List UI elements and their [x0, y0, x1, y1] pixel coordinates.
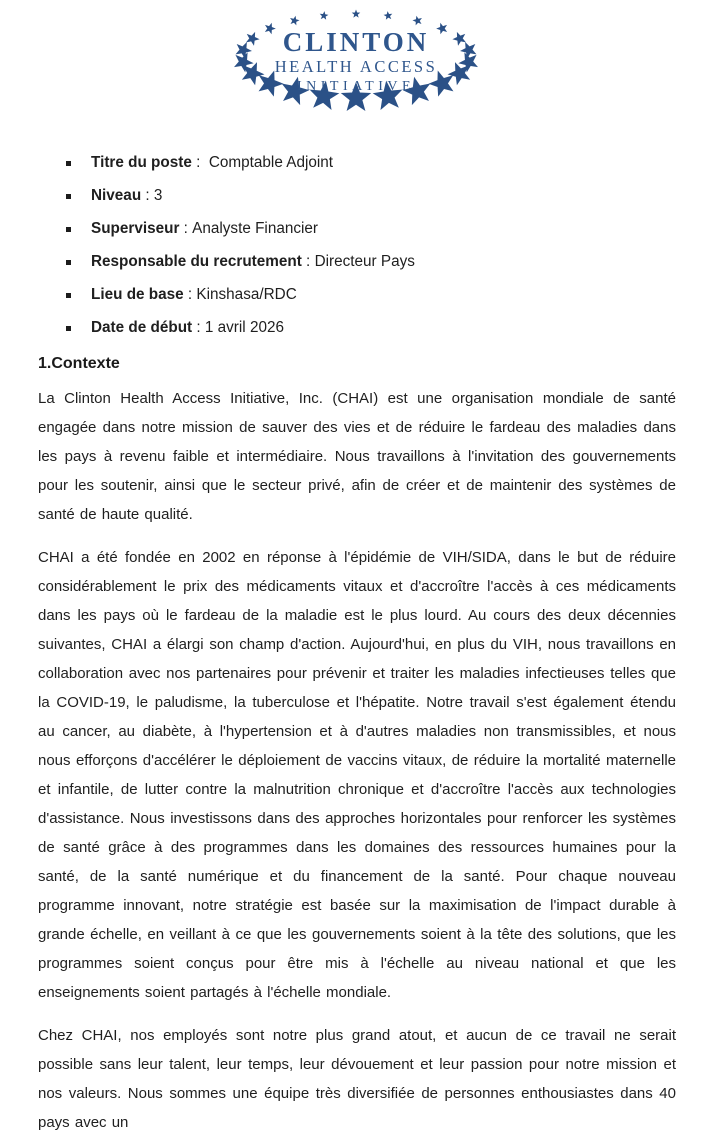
bullet-icon	[66, 326, 71, 331]
job-detail-value: Comptable Adjoint	[208, 154, 334, 171]
star-icon	[434, 21, 448, 35]
bullet-icon	[66, 260, 71, 265]
job-detail-value: Analyste Financier	[192, 220, 319, 237]
bullet-icon	[66, 293, 71, 298]
job-detail-value: 1 avril 2026	[204, 319, 284, 336]
star-icon	[262, 21, 276, 35]
star-icon	[288, 15, 300, 26]
star-icon	[351, 10, 360, 18]
job-detail-row-recrutement	[66, 253, 711, 273]
bullet-icon	[66, 227, 71, 232]
separator: :	[301, 253, 315, 270]
job-detail-value: 3	[153, 187, 163, 204]
job-details-list	[0, 154, 711, 339]
separator: :	[141, 187, 154, 204]
logo-text-initiative: INITIATIVE	[296, 79, 415, 94]
chai-logo	[226, 4, 486, 116]
bullet-icon	[66, 194, 71, 199]
job-detail-label: Responsable du recrutement	[91, 253, 302, 270]
star-icon	[411, 15, 423, 26]
job-detail-row-niveau	[66, 187, 711, 207]
job-detail-label: Titre du poste	[91, 154, 192, 171]
separator: :	[192, 319, 205, 336]
job-detail-label: Niveau	[91, 187, 142, 204]
document-page	[0, 4, 711, 1131]
job-detail-row-titre	[66, 154, 711, 174]
logo-text-health-access: HEALTH ACCESS	[274, 57, 437, 76]
star-icon	[383, 11, 393, 20]
context-paragraph-1: La Clinton Health Access Initiative, Inc. (CHAI) est une organisation mondiale de santé engagée dans notre mission de sauver des vies et de réduire le fardeau des maladies dans les pays à revenu faible et intermédiaire. Nous travaillons à l'invitation des gouvernements pour les soutenir, ainsi que le secteur privé, afin de créer et de maintenir des systèmes de santé de haute qualité.	[38, 390, 676, 523]
bullet-icon	[66, 161, 71, 166]
separator: :	[191, 154, 209, 171]
chai-logo-svg	[226, 4, 486, 116]
job-detail-value: Directeur Pays	[314, 253, 415, 270]
logo-text-clinton: CLINTON	[282, 27, 429, 57]
context-paragraph-2: CHAI a été fondée en 2002 en réponse à l'épidémie de VIH/SIDA, dans le but de réduire considérablement le prix des médicaments vitaux et d'accroître l'accès à ces médicaments dans les pays où le fardeau de la maladie est le plus lourd. Au cours des deux décennies suivantes, CHAI a élargi son champ d'action. Aujourd'hui, en plus du VIH, nous travaillons en collaboration avec nos partenaires pour prévenir et traiter les maladies infectieuses telles que la COVID-19, le paludisme, la tuberculose et l'hépatite. Notre travail s'est également étendu au cancer, au diabète, à l'hypertension et à d'autres maladies non transmissibles, et nous nous efforçons d'accélérer le déploiement de vaccins vitaux, de réduire la mortalité maternelle et infantile, de lutter contre la malnutrition chronique et d'accroître l'accès aux technologies d'assistance. Nous investissons dans des approches horizontales pour renforcer les systèmes de santé grâce à des programmes dans les domaines des ressources humaines pour la santé, de la santé numérique et du financement de la santé. Pour chaque nouveau programme innovant, notre stratégie est basée sur la maximisation de l'impact durable à grande échelle, en veillant à ce que les gouvernements soient à la tête des solutions, que les programmes soient conçus pour être mis à l'échelle au niveau national et que les enseignements soient partagés à l'échelle mondiale.	[38, 549, 676, 1001]
section-heading: 1.Contexte	[38, 355, 120, 372]
separator: :	[183, 286, 197, 303]
job-detail-value: Kinshasa/RDC	[196, 286, 297, 303]
job-detail-row-superviseur	[66, 220, 711, 240]
job-detail-label: Lieu de base	[91, 286, 184, 303]
job-detail-row-date	[66, 319, 711, 339]
star-icon	[319, 11, 329, 20]
job-detail-label: Date de début	[91, 319, 193, 336]
job-detail-label: Superviseur	[91, 220, 180, 237]
context-paragraph-3: Chez CHAI, nos employés sont notre plus grand atout, et aucun de ce travail ne serait possible sans leur talent, leur temps, leur dévouement et leur passion pour notre mission et nos valeurs. Nous sommes une équipe très diversifiée de personnes enthousiastes dans 40 pays avec un	[38, 1027, 676, 1131]
separator: :	[179, 220, 193, 237]
job-detail-row-lieu	[66, 286, 711, 306]
